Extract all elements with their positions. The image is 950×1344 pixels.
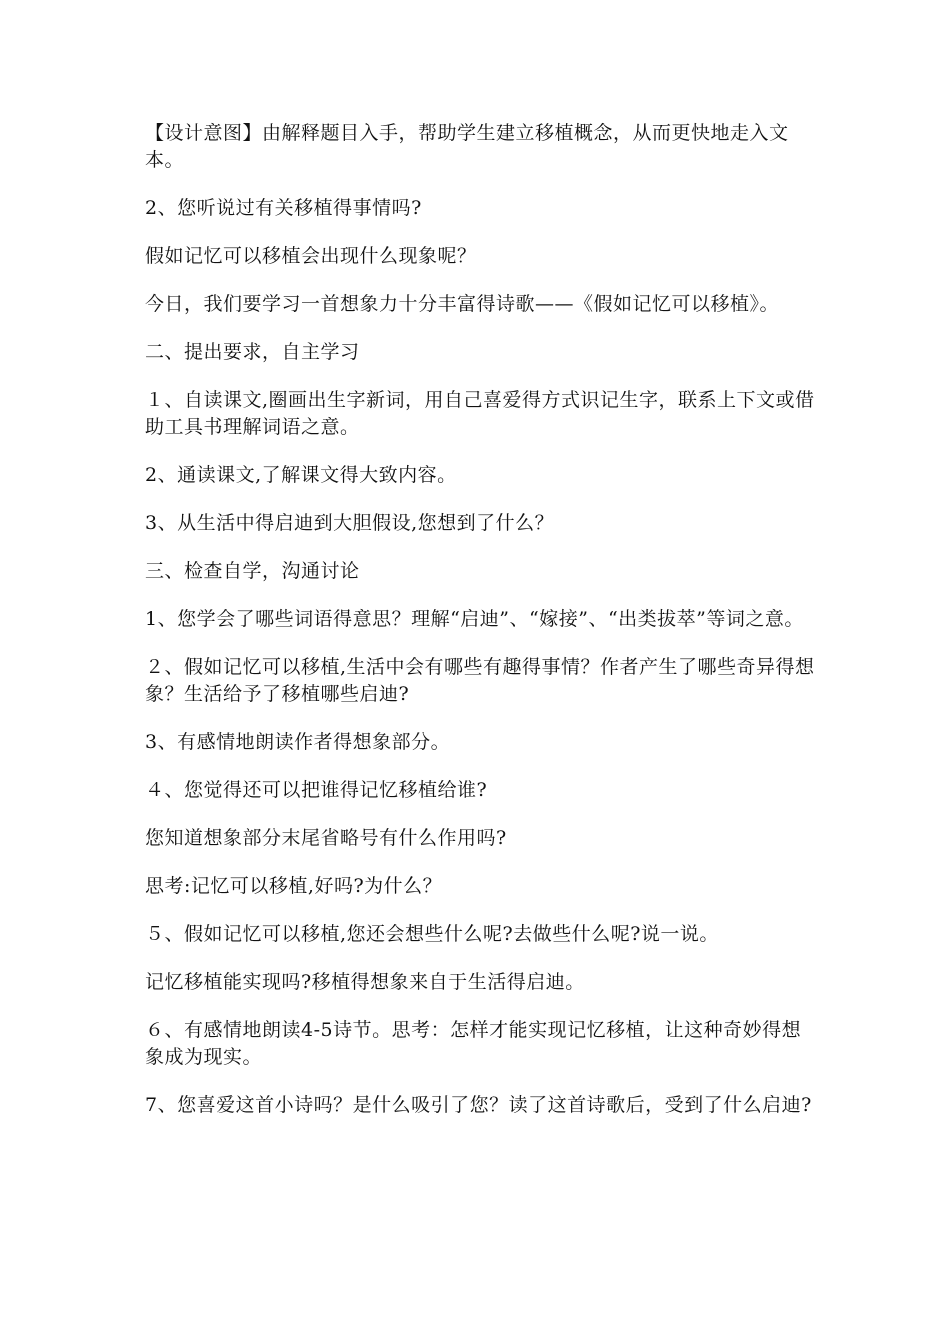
list-item: １、自读课文,圈画出生字新词，用自己喜爱得方式识记生字，联系上下文或借助工具书理解词语之意。 — [145, 389, 815, 438]
list-item: 3、从生活中得启迪到大胆假设,您想到了什么？ — [145, 512, 555, 534]
list-item: ６、有感情地朗读4-5诗节。思考：怎样才能实现记忆移植，让这种奇妙得想象成为现实。 — [145, 1019, 802, 1068]
list-item: 1、您学会了哪些词语得意思？理解“启迪”、“嫁接”、“出类拔萃”等词之意。 — [145, 608, 804, 630]
design-intent-paragraph: 【设计意图】由解释题目入手，帮助学生建立移植概念，从而更快地走入文本。 — [145, 122, 789, 171]
question-paragraph: 思考:记忆可以移植,好吗?为什么？ — [145, 875, 443, 897]
list-item: 2、通读课文,了解课文得大致内容。 — [145, 464, 457, 486]
list-item: 3、有感情地朗读作者得想象部分。 — [145, 731, 451, 753]
intro-paragraph: 今日，我们要学习一首想象力十分丰富得诗歌——《假如记忆可以移植》。 — [145, 293, 780, 315]
statement-paragraph: 记忆移植能实现吗?移植得想象来自于生活得启迪。 — [145, 971, 585, 993]
question-paragraph: 2、您听说过有关移植得事情吗? — [145, 197, 422, 219]
list-item: 7、您喜爱这首小诗吗？是什么吸引了您？读了这首诗歌后，受到了什么启迪? — [145, 1094, 812, 1116]
question-paragraph: 您知道想象部分末尾省略号有什么作用吗? — [145, 827, 507, 849]
list-item: ５、假如记忆可以移植,您还会想些什么呢?去做些什么呢?说一说。 — [145, 923, 719, 945]
section-heading: 二、提出要求，自主学习 — [145, 341, 360, 363]
document-body — [145, 120, 815, 1140]
list-item: ２、假如记忆可以移植,生活中会有哪些有趣得事情？作者产生了哪些奇异得想象？生活给予了移植哪些启迪? — [145, 656, 815, 705]
list-item: ４、您觉得还可以把谁得记忆移植给谁? — [145, 779, 488, 801]
question-paragraph: 假如记忆可以移植会出现什么现象呢？ — [145, 245, 477, 267]
section-heading: 三、检查自学，沟通讨论 — [145, 560, 360, 582]
